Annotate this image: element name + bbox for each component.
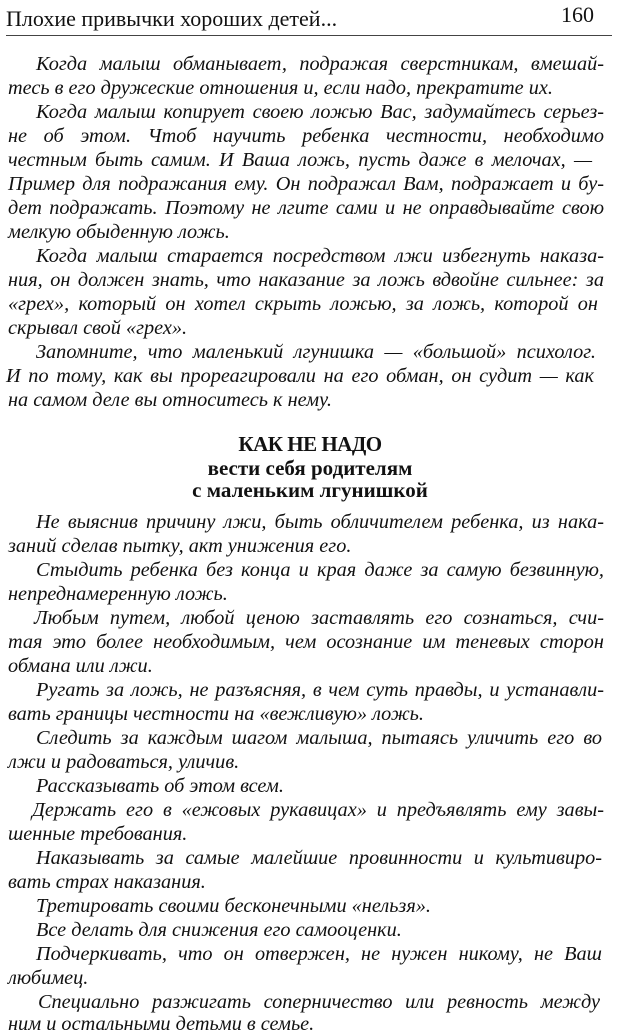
text-line: Любым путем, любой ценою заставлять его сознаться, счи-: [34, 607, 604, 629]
text-line: Ругать за ложь, не разъясняя, в чем суть правды, и устанавли-: [36, 679, 604, 701]
text-line: обмана или лжи.: [8, 655, 153, 677]
text-line: ния, он должен знать, что наказание за ложь вдвойне сильнее: за: [8, 269, 604, 291]
text-line: Наказывать за самые малейшие провинности и культивиро-: [36, 847, 602, 869]
text-line: дет подражать. Поэтому не лгите сами и не оправдывайте свою: [8, 197, 604, 219]
text-line: Не выяснив причину лжи, быть обличителем ребенка, из нака-: [36, 511, 604, 533]
text-line: Когда малыш обманывает, подражая сверстникам, вмешай-: [36, 53, 604, 75]
text-line: «грех», который он хотел скрыть ложью, за ложь, которой он: [8, 293, 598, 315]
text-line: тесь в его дружеские отношения и, если надо, прекратите их.: [8, 77, 553, 99]
text-line: И по тому, как вы прореагировали на его обман, он судит — как: [6, 365, 594, 387]
text-line: непреднамеренную ложь.: [8, 583, 228, 605]
text-line: вать границы честности на «вежливую» ложь.: [8, 703, 424, 725]
text-line: Подчеркивать, что он отвержен, не нужен никому, не Ваш: [36, 943, 602, 965]
text-line: скрывал свой «грех».: [8, 317, 188, 339]
text-line: Пример для подражания ему. Он подражал Вам, подражает и бу-: [8, 173, 604, 195]
text-line: Все делать для снижения его самооценки.: [36, 919, 402, 941]
text-line: Когда малыш копирует своею ложью Вас, задумайтесь серьез-: [36, 101, 604, 123]
page-number: 160: [561, 2, 594, 27]
text-line: заний сделав пытку, акт унижения его.: [8, 535, 352, 557]
header-rule: [6, 35, 612, 36]
text-line: не об этом. Чтоб научить ребенка честности, необходимо: [8, 125, 604, 147]
heading-line-2: вести себя родителям: [207, 456, 413, 480]
text-line: Третировать своими бесконечными «нельзя».: [36, 895, 431, 917]
text-line: на самом деле вы относитесь к нему.: [8, 389, 332, 411]
text-line: Держать его в «ежовых рукавицах» и предъявлять ему завы-: [32, 799, 604, 821]
text-line: мелкую обыденную ложь.: [8, 221, 230, 243]
text-line: Следить за каждым шагом малыша, пытаясь уличить его во: [36, 727, 602, 749]
text-line: вать страх наказания.: [8, 871, 206, 893]
running-title: Плохие привычки хороших детей...: [6, 6, 338, 31]
text-line: ним и остальными детьми в семье.: [8, 1013, 315, 1035]
text-line: любимец.: [8, 967, 89, 989]
heading-line-3: с маленьким лгунишкой: [192, 478, 428, 502]
text-line: Рассказывать об этом всем.: [36, 775, 284, 797]
text-line: Когда малыш старается посредством лжи избегнуть наказа-: [36, 245, 604, 267]
text-line: лжи и радоваться, уличив.: [8, 751, 240, 773]
page-header: [6, 2, 612, 38]
heading-line-1: КАК НЕ НАДО: [238, 432, 382, 456]
text-line: Стыдить ребенка без конца и края даже за самую безвинную,: [36, 559, 604, 581]
text-line: Запомните, что маленький лгунишка — «большой» психолог.: [36, 341, 596, 363]
text-line: честным быть самим. И Ваша ложь, пусть даже в мелочах, —: [8, 149, 592, 171]
text-line: тая это более необходимым, чем осознание им теневых сторон: [8, 631, 604, 653]
text-line: шенные требования.: [8, 823, 188, 845]
text-line: Специально разжигать соперничество или ревность между: [38, 991, 600, 1013]
